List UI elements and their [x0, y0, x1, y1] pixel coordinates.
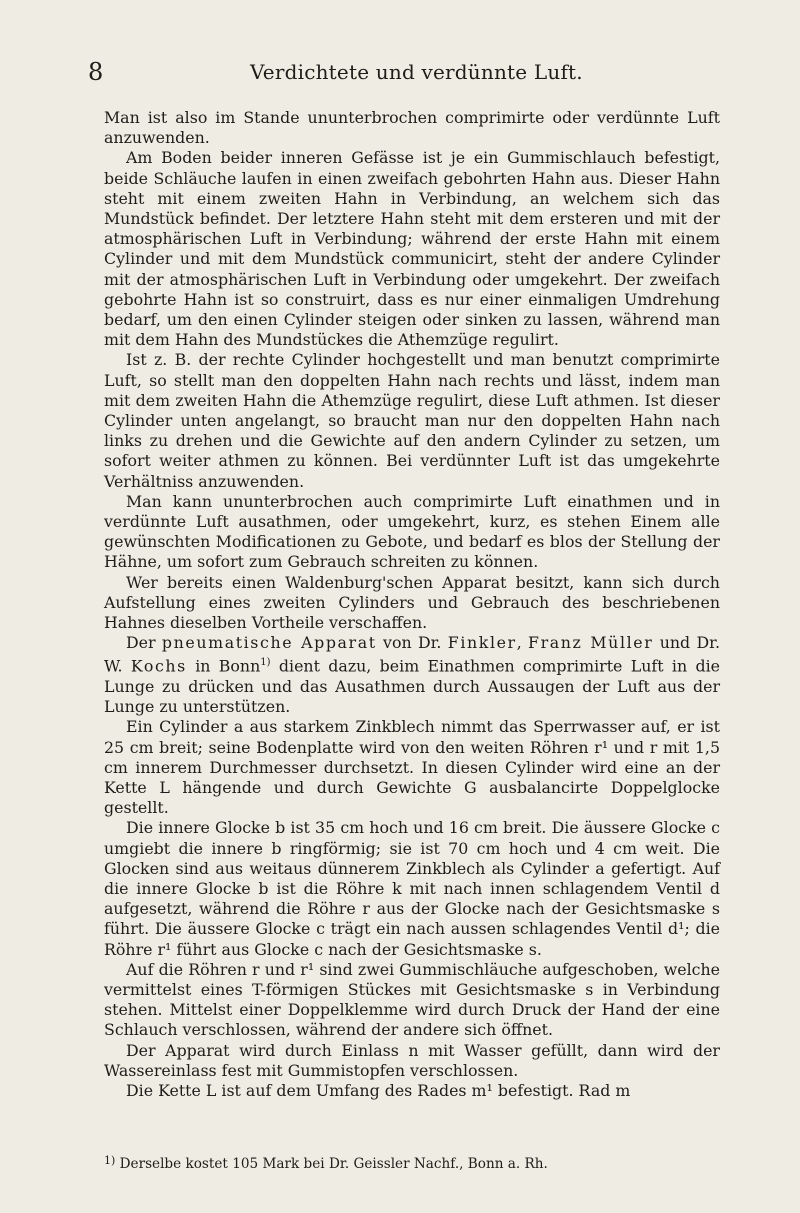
paragraph-pneumatic-apparatus: Der pneumatische Apparat von Dr. Finkler, Franz Müller und Dr. W. Kochs in Bonn$^{1)}$ dient dazu, beim Einathmen comprimirte Luft in die Lunge zu drücken und das Ausathmen durch Aussaugen der Luft aus der Lunge zu unterstützen.: [104, 633, 721, 717]
page-header: [0, 58, 800, 92]
footnote-mark: 1): [104, 1154, 116, 1167]
text-span: von Dr.: [383, 633, 442, 653]
spaced-term: pneumatische Apparat: [161, 633, 377, 653]
author-name: Finkler: [447, 633, 517, 653]
paragraph: Man kann ununterbrochen auch comprimirte Luft einathmen und in verdünnte Luft ausathmen, oder umgekehrt, kurz, es stehen Einem alle gewünschten Modificationen zu Gebote, und bedarf es blos der Stellung der Hähne, um sofort zum Gebrauch schreiten zu können.: [104, 491, 720, 572]
paragraph: Am Boden beider inneren Gefässe ist je ein Gummischlauch befestigt, beide Schläuche laufen in einen zweifach gebohrten Hahn aus. Dieser Hahn steht mit einem zweiten Hahn in Verbindung, an welchem sich das Mundstück befindet. Der letztere Hahn steht mit dem ersteren und mit der atmosphärischen Luft in Verbindung; während der erste Hahn mit einem Cylinder und mit dem Mundstück communicirt, steht der andere Cylinder mit der atmosphärischen Luft in Verbindung oder umgekehrt. Der zweifach gebohrte Hahn ist so construirt, dass es nur einer einmaligen Umdrehung bedarf, um den einen Cylinder steigen oder sinken zu lassen, während man mit dem Hahn des Mundstückes die Athemzüge regulirt.: [104, 148, 720, 350]
body-text: [104, 108, 720, 1101]
footnote-text: Derselbe kostet 105 Mark bei Dr. Geissler Nachf., Bonn a. Rh.: [119, 1156, 548, 1172]
paragraph: Die innere Glocke b ist 35 cm hoch und 16 cm breit. Die äussere Glocke c umgiebt die innere b ringförmig; sie ist 70 cm hoch und 4 cm weit. Die Glocken sind aus weitaus dünnerem Zinkblech als Cylinder a gefertigt. Auf die innere Glocke b ist die Röhre k mit nach innen schlagendem Ventil d aufgesetzt, während die Röhre r aus der Glocke nach der Gesichtsmaske s führt. Die äussere Glocke c trägt ein nach aussen schlagendes Ventil d¹; die Röhre r¹ führt aus Glocke c nach der Gesichtsmaske s.: [104, 818, 720, 959]
footnote-reference: 1): [260, 657, 271, 669]
footnote: [104, 1152, 720, 1173]
paragraph: Wer bereits einen Waldenburg'schen Apparat besitzt, kann sich durch Aufstellung eines zweiten Cylinders und Gebrauch des beschriebenen Hahnes dieselben Vortheile verschaffen.: [104, 572, 720, 633]
paragraph: Auf die Röhren r und r¹ sind zwei Gummischläuche aufgeschoben, welche vermittelst eines T-förmigen Stückes mit Gesichtsmaske s in Verbindung stehen. Mittelst einer Doppelklemme wird durch Druck der Hand der eine Schlauch verschlossen, während der andere sich öffnet.: [104, 959, 720, 1040]
text-span: und Dr. W.: [104, 633, 720, 676]
page-number: 8: [88, 58, 104, 86]
paragraph: Die Kette L ist auf dem Umfang des Rades m¹ befestigt. Rad m: [126, 1081, 631, 1101]
paragraph: Ist z. B. der rechte Cylinder hochgestellt und man benutzt comprimirte Luft, so stellt man den doppelten Hahn nach rechts und lässt, indem man mit dem zweiten Hahn die Athemzüge regulirt, diese Luft athmen. Ist dieser Cylinder unten angelangt, so braucht man nur den doppelten Hahn nach links zu drehen und die Gewichte auf den andern Cylinder zu setzen, um sofort weiter athmen zu können. Bei verdünnter Luft ist das umgekehrte Verhältniss anzuwenden.: [104, 350, 720, 491]
author-name: Kochs: [130, 656, 187, 676]
running-title: Verdichtete und verdünnte Luft.: [250, 60, 583, 84]
text-span: dient dazu, beim Einathmen comprimirte Luft in die Lunge zu drücken und das Ausathmen durch Aussaugen der Luft aus der Lunge zu unterstützen.: [104, 656, 721, 717]
paragraph: Ein Cylinder a aus starkem Zinkblech nimmt das Sperrwasser auf, er ist 25 cm breit; seine Bodenplatte wird von den weiten Röhren r¹ und r mit 1,5 cm innerem Durchmesser durchsetzt. In diesen Cylinder wird eine an der Kette L hängende und durch Gewichte G ausbalancirte Doppelglocke gestellt.: [104, 717, 720, 818]
text-span: in Bonn: [195, 656, 261, 676]
text-span: Der: [126, 633, 156, 653]
author-name: Franz Müller: [528, 633, 654, 653]
paragraph: Man ist also im Stande ununterbrochen comprimirte oder verdünnte Luft anzuwenden.: [104, 108, 720, 148]
paragraph: Der Apparat wird durch Einlass n mit Wasser gefüllt, dann wird der Wassereinlass fest mit Gummistopfen verschlossen.: [104, 1040, 720, 1080]
